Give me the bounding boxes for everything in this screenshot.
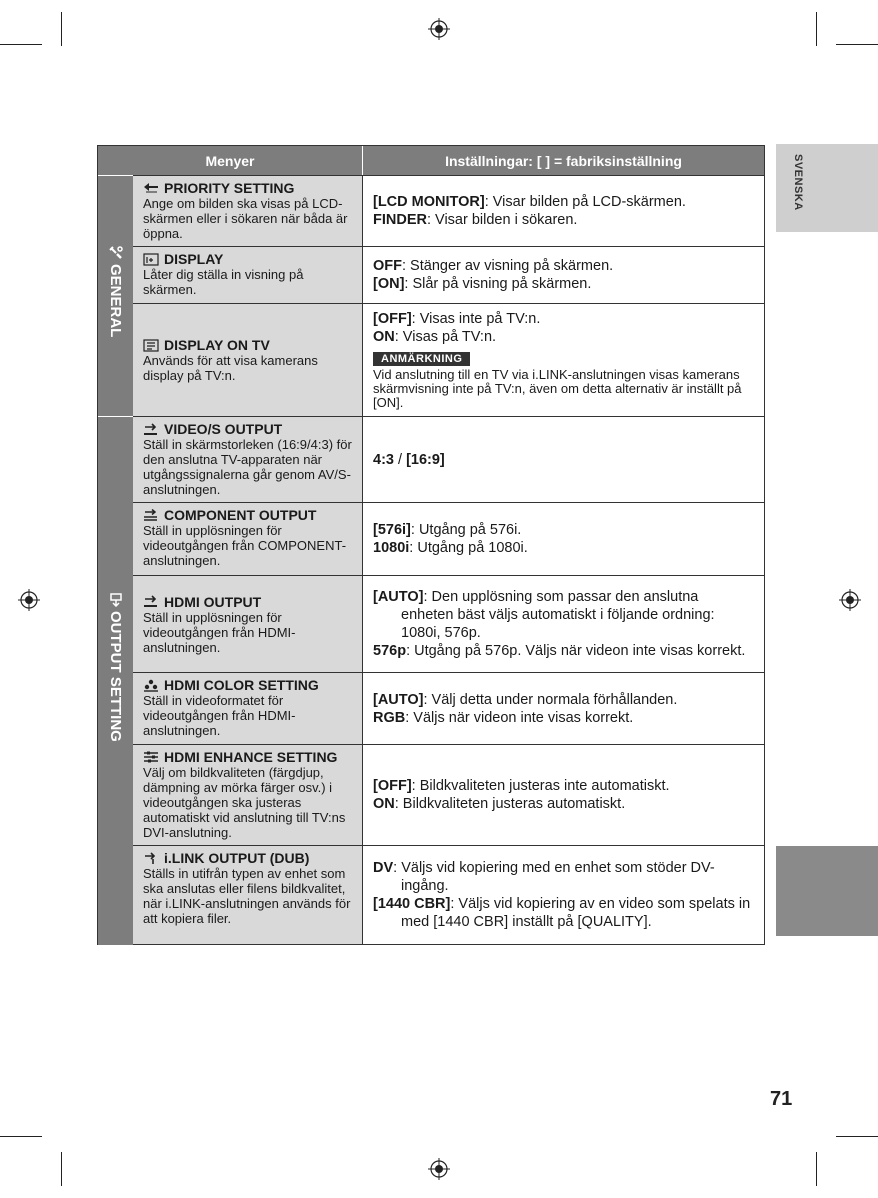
video-output-icon xyxy=(143,595,159,608)
registration-mark-icon xyxy=(428,18,450,40)
display-on-tv-icon xyxy=(143,339,159,352)
display-icon xyxy=(143,253,159,266)
menu-title: HDMI OUTPUT xyxy=(164,593,262,610)
menu-cell-ilink-output xyxy=(133,845,363,944)
menu-desc: Ställ in videoformatet för videoutgången från HDMI-anslutningen. xyxy=(143,693,296,738)
priority-icon xyxy=(143,182,159,195)
setting-cell-display xyxy=(363,246,764,303)
video-output-icon xyxy=(143,423,159,436)
setting-cell-hdmi-output xyxy=(363,575,764,672)
menu-cell-component-output xyxy=(133,502,363,575)
menu-title: DISPLAY xyxy=(164,251,224,267)
menu-title: HDMI ENHANCE SETTING xyxy=(164,749,338,765)
setting-line: [1440 CBR]: Väljs vid kopiering av en video som spelats in med [1440 CBR] inställt på [QUALITY]. xyxy=(373,896,751,930)
registration-mark-icon xyxy=(839,589,861,611)
note-text: Vid anslutning till en TV via i.LINK-anslutningen visas kamerans skärmvisning inte på TV:n, även om detta alternativ är inställt på [ON]. xyxy=(373,367,742,410)
setting-line: 4:3 / [16:9] xyxy=(373,451,445,468)
video-output-icon xyxy=(143,509,159,522)
menu-cell-display-on-tv xyxy=(133,303,363,416)
menu-title: DISPLAY ON TV xyxy=(164,337,270,353)
setting-line: OFF: Stänger av visning på skärmen. xyxy=(373,258,614,274)
language-tab xyxy=(776,144,878,232)
menu-desc: Används för att visa kamerans display på TV:n. xyxy=(143,353,318,383)
setting-line: [AUTO]: Välj detta under normala förhållanden. xyxy=(373,691,678,708)
menu-title: i.LINK OUTPUT (DUB) xyxy=(164,850,310,866)
setting-cell-display-on-tv xyxy=(363,303,764,416)
setting-line: [576i]: Utgång på 576i. xyxy=(373,522,522,538)
menu-desc: Ange om bilden ska visas på LCD-skärmen eller i sökaren när båda är öppna. xyxy=(143,196,348,241)
setting-cell-component-output xyxy=(363,502,764,575)
settings-table xyxy=(97,145,765,945)
ilink-icon xyxy=(143,852,159,865)
category-general-label: GENERAL xyxy=(107,264,124,338)
setting-line: DV: Väljs vid kopiering med en enhet som stöder DV-ingång. xyxy=(373,860,715,894)
wrench-icon xyxy=(109,246,123,260)
setting-line: [AUTO]: Den upplösning som passar den anslutna enheten bäst väljs automatiskt i följande ordning: 1080i, 576p. xyxy=(373,589,715,641)
hdmi-enhance-icon xyxy=(143,751,159,764)
menu-cell-hdmi-color xyxy=(133,672,363,744)
registration-mark-icon xyxy=(18,589,40,611)
category-output xyxy=(98,416,133,945)
menu-desc: Ställ in skärmstorleken (16:9/4:3) för den anslutna TV-apparaten när utgångssignalerna går genom AV/S-anslutningen. xyxy=(143,437,352,497)
menu-cell-hdmi-output xyxy=(133,575,363,672)
menu-desc: Ställ in upplösningen för videoutgången från COMPONENT-anslutningen. xyxy=(143,523,347,568)
menu-desc: Ställ in upplösningen för videoutgången från HDMI-anslutningen. xyxy=(143,609,296,655)
setting-line: 576p: Utgång på 576p. Väljs när videon inte visas korrekt. xyxy=(373,643,746,659)
category-general xyxy=(98,175,133,416)
setting-line: 1080i: Utgång på 1080i. xyxy=(373,540,528,556)
menu-title: HDMI COLOR SETTING xyxy=(164,677,319,693)
menu-cell-priority xyxy=(133,175,363,246)
setting-line: RGB: Väljs när videon inte visas korrekt. xyxy=(373,709,634,726)
menu-desc: Ställs in utifrån typen av enhet som ska anslutas eller filens bildkvalitet, när i.LINK-anslutningen används för att kopiera filer. xyxy=(143,866,351,926)
setting-line: ON: Bildkvaliteten justeras automatiskt. xyxy=(373,796,626,812)
setting-line: FINDER: Visar bilden i sökaren. xyxy=(373,212,578,228)
menu-desc: Välj om bildkvaliteten (färgdjup, dämpning av mörka färger osv.) i videoutgången ska justeras automatiskt vid anslutning till TV:ns DVI-anslutning. xyxy=(143,765,346,840)
setting-cell-priority xyxy=(363,175,764,246)
setting-line: ON: Visas på TV:n. xyxy=(373,329,497,345)
header-menus: Menyer xyxy=(98,146,363,175)
setting-line: [LCD MONITOR]: Visar bilden på LCD-skärmen. xyxy=(373,194,686,210)
menu-title: COMPONENT OUTPUT xyxy=(164,507,317,523)
note-badge: ANMÄRKNING xyxy=(373,352,470,366)
menu-title: VIDEO/S OUTPUT xyxy=(164,421,283,437)
language-label: SVENSKA xyxy=(792,154,804,211)
menu-cell-hdmi-enhance xyxy=(133,744,363,845)
setting-cell-hdmi-enhance xyxy=(363,744,764,845)
registration-mark-icon xyxy=(428,1158,450,1180)
setting-cell-hdmi-color xyxy=(363,672,764,744)
menu-cell-display xyxy=(133,246,363,303)
hdmi-color-icon xyxy=(143,679,159,692)
header-settings: Inställningar: [ ] = fabriksinställning xyxy=(363,146,764,175)
setting-line: [OFF]: Visas inte på TV:n. xyxy=(373,311,541,327)
page-number: 71 xyxy=(770,1088,793,1110)
setting-line: [ON]: Slår på visning på skärmen. xyxy=(373,276,592,292)
menu-title: PRIORITY SETTING xyxy=(164,180,295,196)
setting-line: [OFF]: Bildkvaliteten justeras inte automatiskt. xyxy=(373,778,670,794)
category-output-label: OUTPUT SETTING xyxy=(107,611,124,742)
output-icon xyxy=(109,593,123,607)
setting-cell-video-s-output xyxy=(363,416,764,502)
menu-desc: Låter dig ställa in visning på skärmen. xyxy=(143,267,304,297)
menu-cell-video-s-output xyxy=(133,416,363,502)
section-tab xyxy=(776,846,878,936)
setting-cell-ilink-output xyxy=(363,845,764,944)
